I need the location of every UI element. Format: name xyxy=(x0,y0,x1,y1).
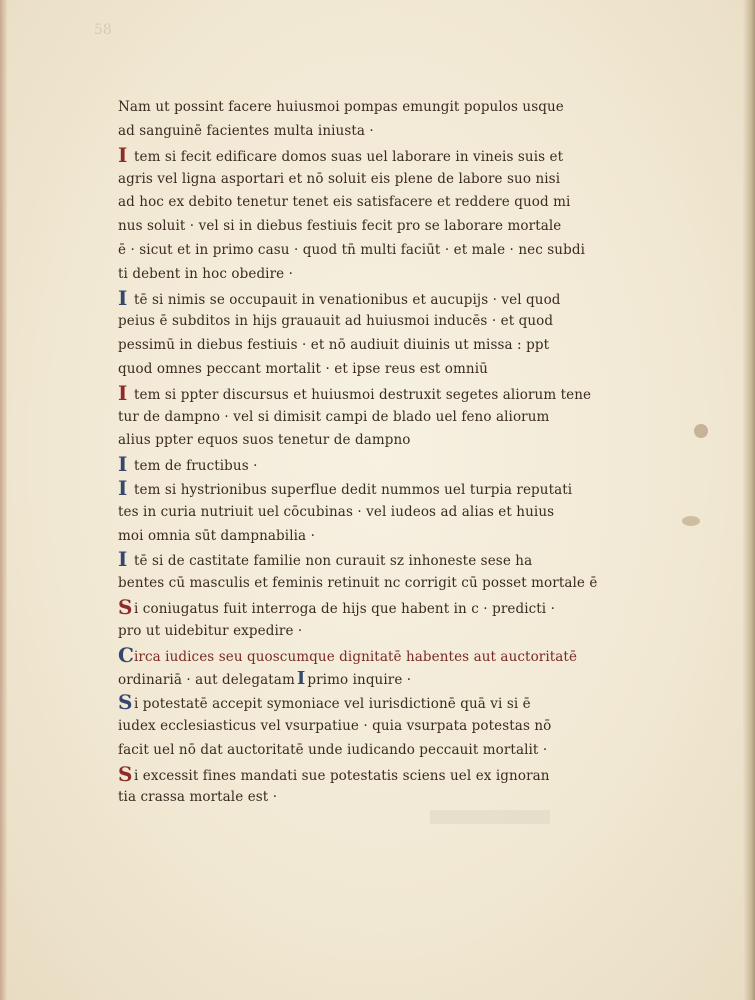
manuscript-line xyxy=(118,287,638,311)
decorated-initial: C xyxy=(118,643,135,667)
manuscript-line xyxy=(118,358,638,382)
manuscript-line xyxy=(118,477,638,501)
manuscript-line xyxy=(118,168,638,192)
line-text: tē si nimis se occupauit in venationibus et aucupijs · vel quod xyxy=(134,291,561,308)
line-text: ti debent in hoc obedire · xyxy=(118,265,294,282)
line-text: tes in curia nutriuit uel cōcubinas · vel iudeos ad alias et huius xyxy=(118,503,555,520)
decorated-initial: S xyxy=(118,762,133,786)
bleed-through xyxy=(430,810,550,824)
line-text: ē · sicut et in primo casu · quod tn̄ multi faciūt · et male · nec subdi xyxy=(118,241,585,258)
manuscript-line xyxy=(118,144,638,168)
manuscript-line xyxy=(118,691,638,715)
decorated-initial: S xyxy=(118,691,133,715)
decorated-initial: I xyxy=(118,548,128,572)
line-text: pro ut uidebitur expedire · xyxy=(118,622,303,639)
line-text: quod omnes peccant mortalit · et ipse reus est omniū xyxy=(118,360,488,377)
decorated-initial: I xyxy=(118,476,128,500)
line-text: ad sanguinē facientes multa iniusta · xyxy=(118,123,374,139)
manuscript-line xyxy=(118,620,638,644)
manuscript-line xyxy=(118,239,638,263)
manuscript-line xyxy=(118,429,638,453)
inline-initial: I xyxy=(296,668,306,690)
manuscript-line xyxy=(118,763,638,787)
line-text-tail: primo inquire · xyxy=(307,672,412,689)
right-page-edge xyxy=(743,0,755,1000)
manuscript-line xyxy=(118,453,638,477)
decorated-initial: I xyxy=(118,143,128,167)
line-text: tem si ppter discursus et huiusmoi destruxit segetes aliorum tene xyxy=(134,386,592,403)
decorated-initial: I xyxy=(118,453,128,477)
manuscript-line xyxy=(118,501,638,525)
line-text: ad hoc ex debito tenetur tenet eis satisfacere et reddere quod mi xyxy=(118,194,571,211)
manuscript-line xyxy=(118,191,638,215)
line-text: tia crassa mortale est · xyxy=(118,789,278,806)
line-text: iudex ecclesiasticus vel vsurpatiue · quia vsurpata potestas nō xyxy=(118,717,552,734)
manuscript-line xyxy=(118,334,638,358)
manuscript-line xyxy=(118,715,638,739)
line-text: peius ē subditos in hijs grauauit ad huiusmoi inducēs · et quod xyxy=(118,313,554,330)
manuscript-line xyxy=(118,596,638,620)
text-block xyxy=(118,96,638,810)
manuscript-line xyxy=(118,739,638,763)
manuscript-line xyxy=(118,572,638,596)
manuscript-line xyxy=(118,406,638,430)
line-text: facit uel nō dat auctoritatē unde iudicando peccauit mortalit · xyxy=(118,741,548,758)
manuscript-line xyxy=(118,382,638,406)
folio-number: 58 xyxy=(94,22,112,38)
left-page-edge xyxy=(0,0,7,1000)
line-text: bentes cū masculis et feminis retinuit nc corrigit cū posset mortale ē xyxy=(118,575,598,592)
line-text: i excessit fines mandati sue potestatis sciens uel ex ignoran xyxy=(134,767,550,784)
line-text: i coniugatus fuit interroga de hijs que habent in c · predicti · xyxy=(134,600,556,617)
manuscript-line xyxy=(118,263,638,287)
manuscript-line xyxy=(118,548,638,572)
manuscript-line xyxy=(118,667,638,691)
manuscript-line xyxy=(118,786,638,810)
line-text: i potestatē accepit symoniace vel iurisdictionē quā vi si ē xyxy=(134,696,531,713)
line-text: agris vel ligna asportari et nō soluit eis plene de labore suo nisi xyxy=(118,170,561,187)
manuscript-line xyxy=(118,120,638,144)
manuscript-line xyxy=(118,215,638,239)
line-text: irca iudices seu quoscumque dignitatē habentes aut auctoritatē xyxy=(134,648,578,665)
ink-stain xyxy=(694,424,708,438)
line-text: tur de dampno · vel si dimisit campi de blado uel feno aliorum xyxy=(118,408,550,425)
line-text: alius ppter equos suos tenetur de dampno xyxy=(118,432,411,449)
line-text: Nam ut possint facere huiusmoi pompas emungit populos usque xyxy=(118,99,564,115)
manuscript-line xyxy=(118,525,638,549)
line-text: tem si fecit edificare domos suas uel laborare in vineis suis et xyxy=(134,148,564,165)
manuscript-line xyxy=(118,310,638,334)
line-text: moi omnia sūt dampnabilia · xyxy=(118,527,315,544)
manuscript-line xyxy=(118,644,638,668)
line-text: ordinariā · aut delegatam xyxy=(118,672,295,689)
line-text: tē si de castitate familie non curauit sz inhoneste sese ha xyxy=(134,553,533,570)
manuscript-line xyxy=(118,96,638,120)
line-text: pessimū in diebus festiuis · et nō audiuit diuinis ut missa : ppt xyxy=(118,337,550,354)
line-text: tem si hystrionibus superflue dedit nummos uel turpia reputati xyxy=(134,481,573,498)
decorated-initial: S xyxy=(118,595,133,619)
line-text: tem de fructibus · xyxy=(134,458,258,475)
decorated-initial: I xyxy=(118,286,128,310)
decorated-initial: I xyxy=(118,381,128,405)
ink-stain xyxy=(682,516,700,526)
line-text: nus soluit · vel si in diebus festiuis fecit pro se laborare mortale xyxy=(118,218,562,235)
